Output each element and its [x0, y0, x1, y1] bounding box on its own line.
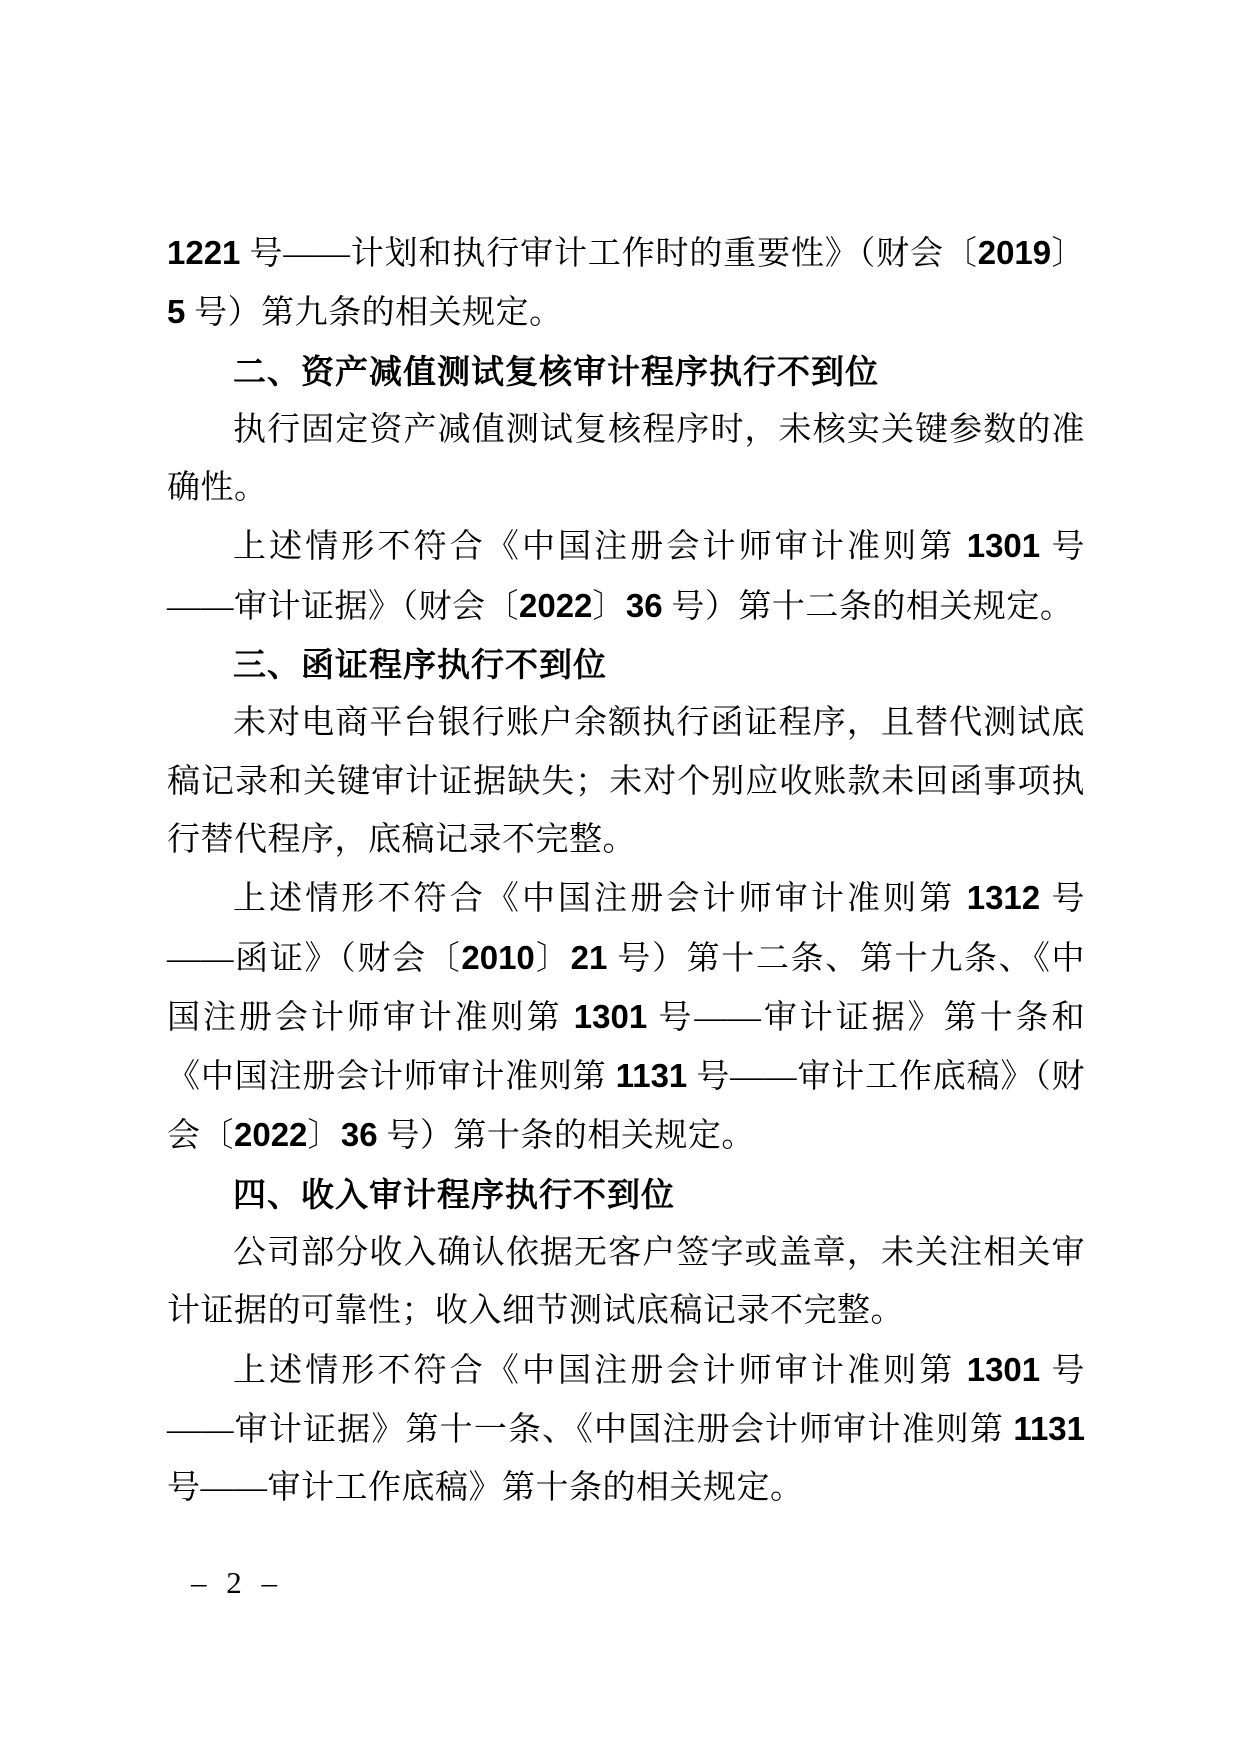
paragraph-continuation: 1221 号——计划和执行审计工作时的重要性》（财会〔2019〕5 号）第九条的相关规定。 — [167, 234, 1086, 332]
section-heading-2: 二、资产减值测试复核审计程序执行不到位 — [233, 352, 879, 390]
section-heading-3: 三、函证程序执行不到位 — [233, 646, 607, 684]
paragraph-confirmation-finding: 未对电商平台银行账户余额执行函证程序，且替代测试底稿记录和关键审计证据缺失；未对个别应收账款未回函事项执行替代程序，底稿记录不完整。 — [167, 705, 1085, 858]
document-body — [167, 224, 1085, 1518]
paragraph-revenue-finding: 公司部分收入确认依据无客户签字或盖章，未关注相关审计证据的可靠性；收入细节测试底稿记录不完整。 — [167, 1235, 1085, 1330]
paragraph-revenue-rule: 上述情形不符合《中国注册会计师审计准则第 1301 号——审计证据》第十一条、《中国注册会计师审计准则第 1131 号——审计工作底稿》第十条的相关规定。 — [167, 1350, 1086, 1507]
section-heading-4: 四、收入审计程序执行不到位 — [233, 1175, 675, 1213]
paragraph-impairment-rule: 上述情形不符合《中国注册会计师审计准则第 1301 号——审计证据》（财会〔2022〕36 号）第十二条的相关规定。 — [167, 527, 1086, 625]
page-number: – 2 – — [191, 1565, 283, 1600]
paragraph-impairment-finding: 执行固定资产减值测试复核程序时，未核实关键参数的准确性。 — [167, 411, 1085, 507]
paragraph-confirmation-rule: 上述情形不符合《中国注册会计师审计准则第 1312 号——函证》（财会〔2010〕21 号）第十二条、第十九条、《中国注册会计师审计准则第 1301 号——审计证据》第十条和《中国注册会计师审计准则第 1131 号——审计工作底稿》（财会〔2022〕36 号）第十条的相关规定。 — [167, 879, 1086, 1155]
